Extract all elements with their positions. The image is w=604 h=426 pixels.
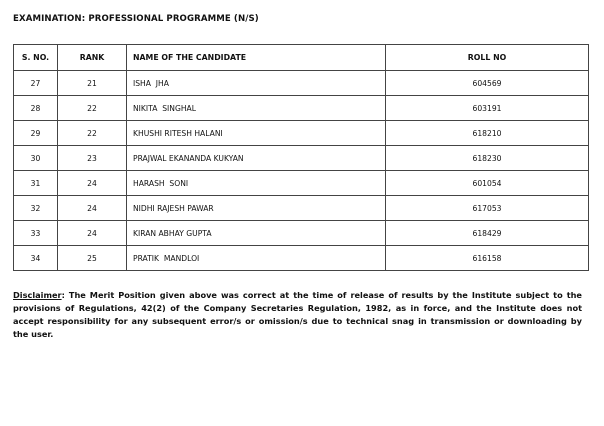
cell-roll: 603191 (386, 96, 589, 121)
cell-roll: 617053 (386, 196, 589, 221)
cell-name: ISHA JHA (127, 71, 386, 96)
merit-table (13, 44, 589, 271)
table-row (14, 71, 589, 96)
cell-rank: 24 (58, 171, 127, 196)
table-row (14, 221, 589, 246)
header-rank: RANK (58, 45, 127, 71)
cell-roll: 604569 (386, 71, 589, 96)
cell-sno: 29 (14, 121, 58, 146)
exam-title: EXAMINATION: PROFESSIONAL PROGRAMME (N/S) (13, 14, 259, 24)
cell-rank: 24 (58, 196, 127, 221)
cell-name: PRAJWAL EKANANDA KUKYAN (127, 146, 386, 171)
header-sno: S. NO. (14, 45, 58, 71)
table-row (14, 96, 589, 121)
cell-sno: 33 (14, 221, 58, 246)
disclaimer (13, 289, 582, 341)
cell-name: PRATIK MANDLOI (127, 246, 386, 271)
cell-rank: 21 (58, 71, 127, 96)
cell-rank: 22 (58, 96, 127, 121)
cell-roll: 601054 (386, 171, 589, 196)
cell-rank: 23 (58, 146, 127, 171)
cell-roll: 618429 (386, 221, 589, 246)
cell-rank: 22 (58, 121, 127, 146)
table-row (14, 196, 589, 221)
cell-roll: 618210 (386, 121, 589, 146)
disclaimer-text: : The Merit Position given above was correct at the time of release of results by the Institute subject to the provisions of Regulations, 42(2) of the Company Secretaries Regulation, 1982, as in force, and the Institute does not accept responsibility for any subsequent error/s or omission/s due to technical snag in transmission or downloading by the user. (13, 290, 582, 339)
cell-name: NIKITA SINGHAL (127, 96, 386, 121)
cell-roll: 618230 (386, 146, 589, 171)
cell-name: KIRAN ABHAY GUPTA (127, 221, 386, 246)
cell-sno: 34 (14, 246, 58, 271)
cell-name: HARASH SONI (127, 171, 386, 196)
table-row (14, 121, 589, 146)
table-row (14, 146, 589, 171)
cell-sno: 28 (14, 96, 58, 121)
cell-name: KHUSHI RITESH HALANI (127, 121, 386, 146)
table-row (14, 246, 589, 271)
cell-rank: 24 (58, 221, 127, 246)
header-name: NAME OF THE CANDIDATE (127, 45, 386, 71)
table-header-row (14, 45, 589, 71)
cell-rank: 25 (58, 246, 127, 271)
cell-sno: 31 (14, 171, 58, 196)
table-row (14, 171, 589, 196)
cell-name: NIDHI RAJESH PAWAR (127, 196, 386, 221)
cell-sno: 30 (14, 146, 58, 171)
disclaimer-label: Disclaimer (13, 290, 62, 300)
cell-sno: 32 (14, 196, 58, 221)
cell-roll: 616158 (386, 246, 589, 271)
header-roll: ROLL NO (386, 45, 589, 71)
cell-sno: 27 (14, 71, 58, 96)
